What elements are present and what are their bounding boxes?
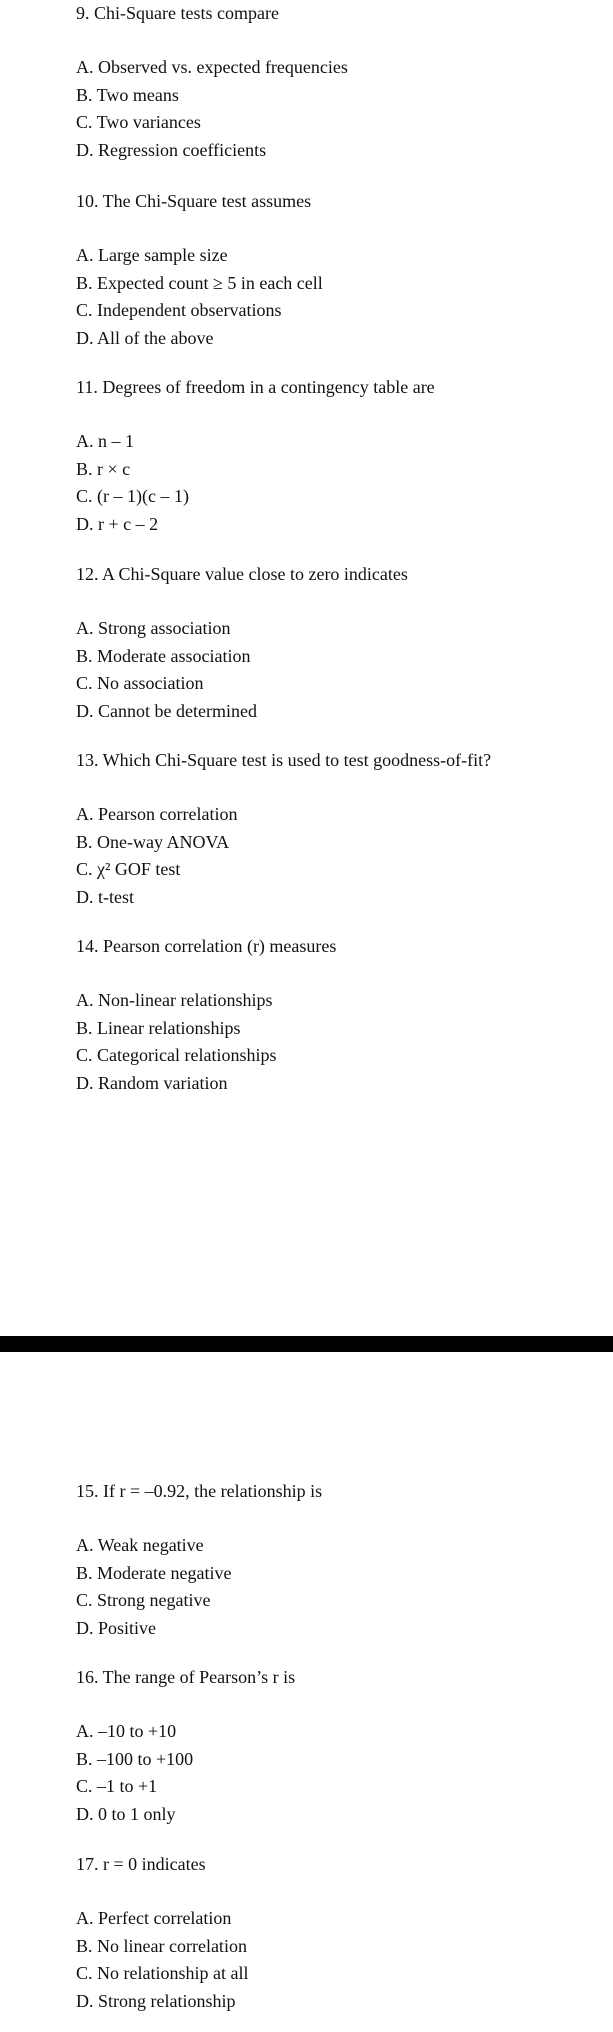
question-text: 12. A Chi-Square value close to zero indicates (76, 564, 408, 584)
option-c: C. –1 to +1 (76, 1776, 158, 1796)
option-d: D. Positive (76, 1617, 157, 1638)
options-list (76, 1718, 606, 1828)
option-c: C. No relationship at all (76, 1963, 249, 1983)
option-b: B. Moderate association (76, 645, 251, 666)
option-c: C. Independent observations (76, 300, 282, 320)
question-text: 17. r = 0 indicates (76, 1854, 206, 1874)
option-d: D. t-test (76, 886, 134, 907)
option-b: B. One-way ANOVA (76, 831, 230, 852)
option-d: D. All of the above (76, 327, 214, 348)
option-c: C. Two variances (76, 112, 201, 132)
page-divider (0, 1336, 613, 1352)
option-d: D. r + c – 2 (76, 513, 159, 534)
options-list (76, 801, 606, 911)
option-d: D. Cannot be determined (76, 700, 257, 721)
option-a: A. Weak negative (76, 1535, 204, 1555)
options-list (76, 54, 606, 164)
option-a: A. Observed vs. expected frequencies (76, 57, 348, 77)
question-text: 13. Which Chi-Square test is used to test goodness-of-fit? (76, 750, 492, 770)
option-b: B. Linear relationships (76, 1017, 241, 1038)
question-text: 10. The Chi-Square test assumes (76, 191, 312, 211)
option-c: C. Strong negative (76, 1590, 211, 1610)
option-b: B. Moderate negative (76, 1562, 232, 1583)
option-c: C. No association (76, 673, 204, 693)
options-list (76, 1532, 606, 1642)
question-text: 15. If r = –0.92, the relationship is (76, 1481, 323, 1501)
question-10 (76, 190, 606, 352)
question-14 (76, 935, 606, 1097)
option-c: C. Categorical relationships (76, 1045, 277, 1065)
option-a: A. n – 1 (76, 431, 134, 451)
option-a: A. Large sample size (76, 245, 228, 265)
question-15 (76, 1480, 606, 1642)
option-d: D. Strong relationship (76, 1990, 236, 2011)
option-a: A. Non-linear relationships (76, 990, 273, 1010)
question-11 (76, 376, 606, 538)
question-16 (76, 1666, 606, 1828)
option-a: A. Pearson correlation (76, 804, 238, 824)
question-text: 14. Pearson correlation (r) measures (76, 936, 337, 956)
question-text: 16. The range of Pearson’s r is (76, 1667, 296, 1687)
option-b: B. Two means (76, 84, 179, 105)
options-list (76, 987, 606, 1097)
options-list (76, 428, 606, 538)
question-text: 9. Chi-Square tests compare (76, 3, 279, 23)
option-b: B. r × c (76, 458, 131, 479)
options-list (76, 1905, 606, 2015)
option-d: D. Regression coefficients (76, 139, 267, 160)
option-a: A. –10 to +10 (76, 1721, 177, 1741)
option-b: B. Expected count ≥ 5 in each cell (76, 272, 323, 293)
option-d: D. 0 to 1 only (76, 1803, 176, 1824)
option-c: C. (r – 1)(c – 1) (76, 486, 189, 506)
question-9 (76, 2, 606, 164)
option-b: B. –100 to +100 (76, 1748, 194, 1769)
option-a: A. Perfect correlation (76, 1908, 232, 1928)
question-13 (76, 749, 606, 911)
option-d: D. Random variation (76, 1072, 228, 1093)
question-12 (76, 563, 606, 725)
option-c: C. χ² GOF test (76, 859, 181, 879)
options-list (76, 615, 606, 725)
option-b: B. No linear correlation (76, 1935, 247, 1956)
option-a: A. Strong association (76, 618, 231, 638)
question-17 (76, 1853, 606, 2015)
options-list (76, 242, 606, 352)
question-text: 11. Degrees of freedom in a contingency table are (76, 377, 435, 397)
